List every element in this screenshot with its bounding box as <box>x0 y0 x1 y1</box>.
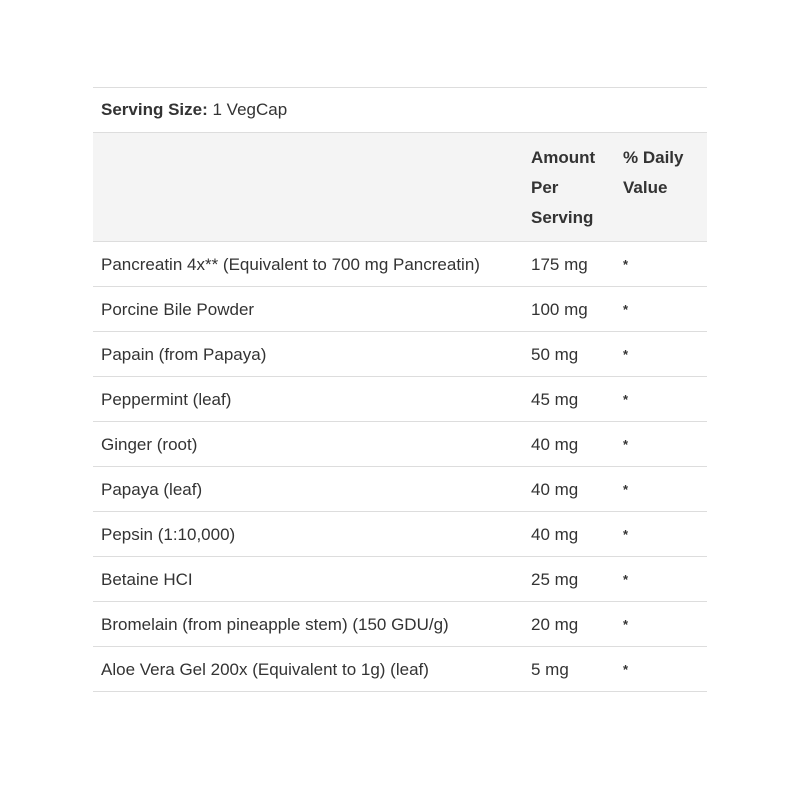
ingredient-amount: 5 mg <box>523 647 615 692</box>
ingredient-amount: 40 mg <box>523 467 615 512</box>
ingredient-amount: 25 mg <box>523 557 615 602</box>
ingredient-name: Peppermint (leaf) <box>93 377 523 422</box>
header-ingredient <box>93 133 523 242</box>
table-row <box>93 647 707 692</box>
ingredient-daily-value: * <box>615 647 707 692</box>
ingredient-name: Pepsin (1:10,000) <box>93 512 523 557</box>
ingredient-daily-value: * <box>615 602 707 647</box>
supplement-facts-panel <box>93 87 707 692</box>
ingredient-amount: 40 mg <box>523 512 615 557</box>
ingredient-daily-value: * <box>615 467 707 512</box>
ingredient-daily-value: * <box>615 422 707 467</box>
table-row <box>93 242 707 287</box>
ingredient-amount: 100 mg <box>523 287 615 332</box>
table-row <box>93 332 707 377</box>
ingredient-daily-value: * <box>615 377 707 422</box>
table-row <box>93 422 707 467</box>
ingredient-amount: 40 mg <box>523 422 615 467</box>
table-row <box>93 467 707 512</box>
ingredient-amount: 50 mg <box>523 332 615 377</box>
ingredient-amount: 20 mg <box>523 602 615 647</box>
table-row <box>93 512 707 557</box>
ingredient-name: Papaya (leaf) <box>93 467 523 512</box>
ingredient-name: Papain (from Papaya) <box>93 332 523 377</box>
serving-size-label: Serving Size: <box>101 100 208 119</box>
ingredient-name: Ginger (root) <box>93 422 523 467</box>
ingredient-name: Pancreatin 4x** (Equivalent to 700 mg Pancreatin) <box>93 242 523 287</box>
header-amount-per-serving: Amount Per Serving <box>523 133 615 242</box>
ingredient-amount: 45 mg <box>523 377 615 422</box>
ingredient-daily-value: * <box>615 242 707 287</box>
serving-size-row <box>93 88 707 133</box>
ingredient-daily-value: * <box>615 332 707 377</box>
table-body <box>93 242 707 692</box>
header-row <box>93 133 707 242</box>
ingredient-daily-value: * <box>615 287 707 332</box>
ingredient-name: Bromelain (from pineapple stem) (150 GDU/g) <box>93 602 523 647</box>
ingredient-amount: 175 mg <box>523 242 615 287</box>
header-daily-value: % Daily Value <box>615 133 707 242</box>
table-row <box>93 557 707 602</box>
ingredient-name: Porcine Bile Powder <box>93 287 523 332</box>
table-row <box>93 287 707 332</box>
serving-size-value: 1 VegCap <box>212 100 288 119</box>
ingredient-daily-value: * <box>615 557 707 602</box>
table-header <box>93 133 707 242</box>
supplement-facts-table <box>93 133 707 692</box>
table-row <box>93 602 707 647</box>
table-row <box>93 377 707 422</box>
ingredient-daily-value: * <box>615 512 707 557</box>
ingredient-name: Aloe Vera Gel 200x (Equivalent to 1g) (leaf) <box>93 647 523 692</box>
ingredient-name: Betaine HCI <box>93 557 523 602</box>
